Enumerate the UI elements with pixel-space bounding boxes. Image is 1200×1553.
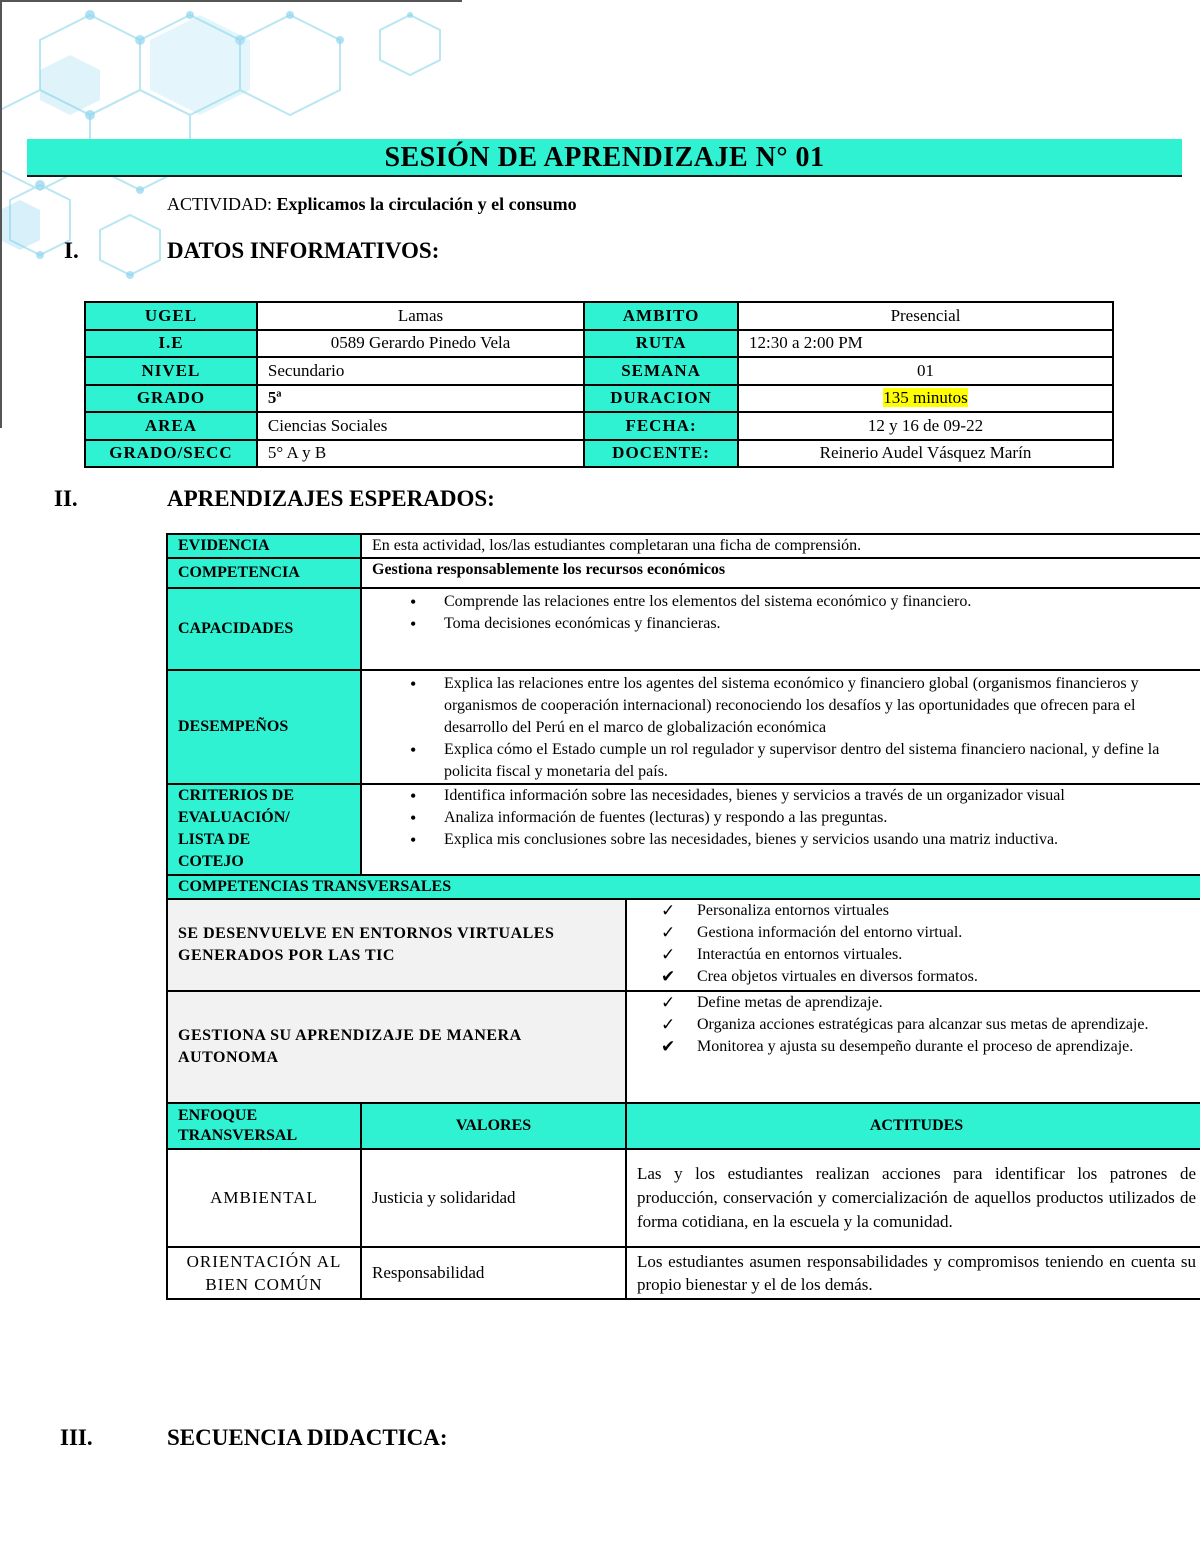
duracion-value: 135 minutos bbox=[883, 388, 968, 408]
duracion-label: DURACION bbox=[584, 385, 738, 413]
autonoma-cell bbox=[626, 991, 1200, 1103]
list-item: • Comprende las relaciones entre los elementos del sistema económico y financiero. bbox=[372, 591, 1196, 613]
actitud-value: Los estudiantes asumen responsabilidades y compromisos teniendo en cuenta su propio bienestar y el de los demás. bbox=[626, 1247, 1200, 1299]
section1-number: I. bbox=[64, 238, 79, 263]
criterios-label-line: EVALUACIÓN/ bbox=[178, 809, 290, 826]
tic-list bbox=[637, 900, 1196, 988]
check-icon: ✓ bbox=[661, 901, 676, 920]
table-row bbox=[167, 784, 1200, 875]
table-row bbox=[167, 558, 1200, 588]
table-row bbox=[85, 412, 1113, 440]
list-item-text: Personaliza entornos virtuales bbox=[697, 902, 889, 919]
fecha-label: FECHA: bbox=[584, 412, 738, 440]
criterios-label-line: COTEJO bbox=[178, 853, 244, 870]
capacidades-label: CAPACIDADES bbox=[167, 588, 361, 670]
list-item bbox=[637, 944, 1196, 966]
top-border-line bbox=[0, 0, 462, 2]
ruta-value: 12:30 a 2:00 PM bbox=[738, 330, 1113, 358]
capacidades-cell bbox=[361, 588, 1200, 670]
actividad-label: ACTIVIDAD: bbox=[167, 194, 272, 214]
table-row bbox=[85, 357, 1113, 385]
grado-label: GRADO bbox=[85, 385, 257, 413]
list-item-text: Organiza acciones estratégicas para alcanzar sus metas de aprendizaje. bbox=[697, 1016, 1149, 1033]
list-item: • Analiza información de fuentes (lecturas) y respondo a las preguntas. bbox=[372, 807, 1196, 829]
valor-value: Responsabilidad bbox=[361, 1247, 626, 1299]
actitud-value: Las y los estudiantes realizan acciones para identificar los patrones de producción, conservación y comercialización de aquellos productos utilizados de forma cotidiana, en la escuela y la comunidad. bbox=[626, 1149, 1200, 1247]
list-item: • Explica las relaciones entre los agentes del sistema económico y financiero global (organismos financieros y organismos de cooperación internacional) reconociendo los desafíos y las oportunidades que ofrecen para el desarrollo del Perú en el marco de globalización económica bbox=[372, 673, 1196, 739]
tic-cell bbox=[626, 899, 1200, 991]
table-row bbox=[167, 588, 1200, 670]
table-row bbox=[85, 302, 1113, 330]
competencia-value: Gestiona responsablemente los recursos económicos bbox=[361, 558, 1200, 588]
datos-informativos-table bbox=[84, 301, 1114, 468]
check-icon: ✔ bbox=[661, 1037, 676, 1056]
check-icon: ✓ bbox=[661, 1015, 676, 1034]
gradosecc-value: 5° A y B bbox=[257, 440, 584, 468]
table-row bbox=[167, 875, 1200, 899]
aprendizajes-table bbox=[166, 533, 1200, 1300]
list-item: • Toma decisiones económicas y financieras. bbox=[372, 613, 1196, 635]
transversales-label: COMPETENCIAS TRANSVERSALES bbox=[167, 875, 1200, 899]
ambito-value: Presencial bbox=[738, 302, 1113, 330]
autonoma-list bbox=[637, 992, 1196, 1058]
actividad-value: Explicamos la circulación y el consumo bbox=[276, 194, 577, 214]
area-value: Ciencias Sociales bbox=[257, 412, 584, 440]
section3-number: III. bbox=[60, 1425, 93, 1450]
enfoque-label: ENFOQUE TRANSVERSAL bbox=[167, 1103, 361, 1149]
table-row bbox=[167, 670, 1200, 784]
page-title: SESIÓN DE APRENDIZAJE N° 01 bbox=[384, 142, 825, 173]
table-row bbox=[85, 385, 1113, 413]
table-row bbox=[167, 534, 1200, 558]
actitudes-label: ACTITUDES bbox=[626, 1103, 1200, 1149]
area-label: AREA bbox=[85, 412, 257, 440]
desempenos-list bbox=[372, 673, 1196, 783]
criterios-label-line: CRITERIOS DE bbox=[178, 787, 295, 804]
list-item bbox=[637, 900, 1196, 922]
table-row bbox=[85, 330, 1113, 358]
nivel-label: NIVEL bbox=[85, 357, 257, 385]
tic-label: SE DESENVUELVE EN ENTORNOS VIRTUALES GENERADOS POR LAS TIC bbox=[167, 899, 626, 991]
docente-value: Reinerio Audel Vásquez Marín bbox=[738, 440, 1113, 468]
title-bar bbox=[27, 139, 1182, 177]
criterios-list bbox=[372, 785, 1196, 851]
list-item bbox=[637, 1036, 1196, 1058]
fecha-value: 12 y 16 de 09-22 bbox=[738, 412, 1113, 440]
semana-value: 01 bbox=[738, 357, 1113, 385]
list-item-text: Define metas de aprendizaje. bbox=[697, 994, 883, 1011]
ugel-value: Lamas bbox=[257, 302, 584, 330]
table-row bbox=[167, 1149, 1200, 1247]
ugel-label: UGEL bbox=[85, 302, 257, 330]
check-icon: ✓ bbox=[661, 923, 676, 942]
enfoque-value: AMBIENTAL bbox=[167, 1149, 361, 1247]
table-row bbox=[167, 899, 1200, 991]
check-icon: ✓ bbox=[661, 945, 676, 964]
ruta-label: RUTA bbox=[584, 330, 738, 358]
grado-value: 5ª bbox=[257, 385, 584, 413]
docente-label: DOCENTE: bbox=[584, 440, 738, 468]
autonoma-label: GESTIONA SU APRENDIZAJE DE MANERA AUTONOMA bbox=[167, 991, 626, 1103]
section1-title: DATOS INFORMATIVOS: bbox=[167, 238, 440, 263]
list-item bbox=[637, 1014, 1196, 1036]
list-item: • Identifica información sobre las necesidades, bienes y servicios a través de un organizador visual bbox=[372, 785, 1196, 807]
check-icon: ✔ bbox=[661, 967, 676, 986]
ie-label: I.E bbox=[85, 330, 257, 358]
list-item-text: Gestiona información del entorno virtual. bbox=[697, 924, 963, 941]
criterios-cell bbox=[361, 784, 1200, 875]
criterios-label bbox=[167, 784, 361, 875]
left-border-line bbox=[0, 0, 2, 428]
evidencia-label: EVIDENCIA bbox=[167, 534, 361, 558]
list-item-text: Monitorea y ajusta su desempeño durante el proceso de aprendizaje. bbox=[697, 1038, 1134, 1055]
list-item-text: Interactúa en entornos virtuales. bbox=[697, 946, 903, 963]
section2-title: APRENDIZAJES ESPERADOS: bbox=[167, 486, 495, 511]
list-item bbox=[637, 992, 1196, 1014]
check-icon: ✓ bbox=[661, 993, 676, 1012]
list-item: • Explica mis conclusiones sobre las necesidades, bienes y servicios usando una matriz inductiva. bbox=[372, 829, 1196, 851]
nivel-value: Secundario bbox=[257, 357, 584, 385]
semana-label: SEMANA bbox=[584, 357, 738, 385]
list-item: • Explica cómo el Estado cumple un rol regulador y supervisor dentro del sistema financiero nacional, y define la policita fiscal y monetaria del país. bbox=[372, 739, 1196, 783]
actividad-line bbox=[167, 194, 577, 215]
criterios-label-line: LISTA DE bbox=[178, 831, 251, 848]
section2-number: II. bbox=[54, 486, 78, 511]
table-row bbox=[167, 1103, 1200, 1149]
capacidades-list bbox=[372, 591, 1196, 635]
duracion-cell bbox=[738, 385, 1113, 413]
ambito-label: AMBITO bbox=[584, 302, 738, 330]
list-item bbox=[637, 922, 1196, 944]
section3-title: SECUENCIA DIDACTICA: bbox=[167, 1425, 448, 1450]
list-item bbox=[637, 966, 1196, 988]
valor-value: Justicia y solidaridad bbox=[361, 1149, 626, 1247]
gradosecc-label: GRADO/SECC bbox=[85, 440, 257, 468]
valores-label: VALORES bbox=[361, 1103, 626, 1149]
table-row bbox=[85, 440, 1113, 468]
table-row bbox=[167, 1247, 1200, 1299]
desempenos-label: DESEMPEÑOS bbox=[167, 670, 361, 784]
desempenos-cell bbox=[361, 670, 1200, 784]
list-item-text: Crea objetos virtuales en diversos formatos. bbox=[697, 968, 978, 985]
ie-value: 0589 Gerardo Pinedo Vela bbox=[257, 330, 584, 358]
competencia-label: COMPETENCIA bbox=[167, 558, 361, 588]
evidencia-value: En esta actividad, los/las estudiantes completaran una ficha de comprensión. bbox=[361, 534, 1200, 558]
enfoque-value: ORIENTACIÓN AL BIEN COMÚN bbox=[167, 1247, 361, 1299]
table-row bbox=[167, 991, 1200, 1103]
